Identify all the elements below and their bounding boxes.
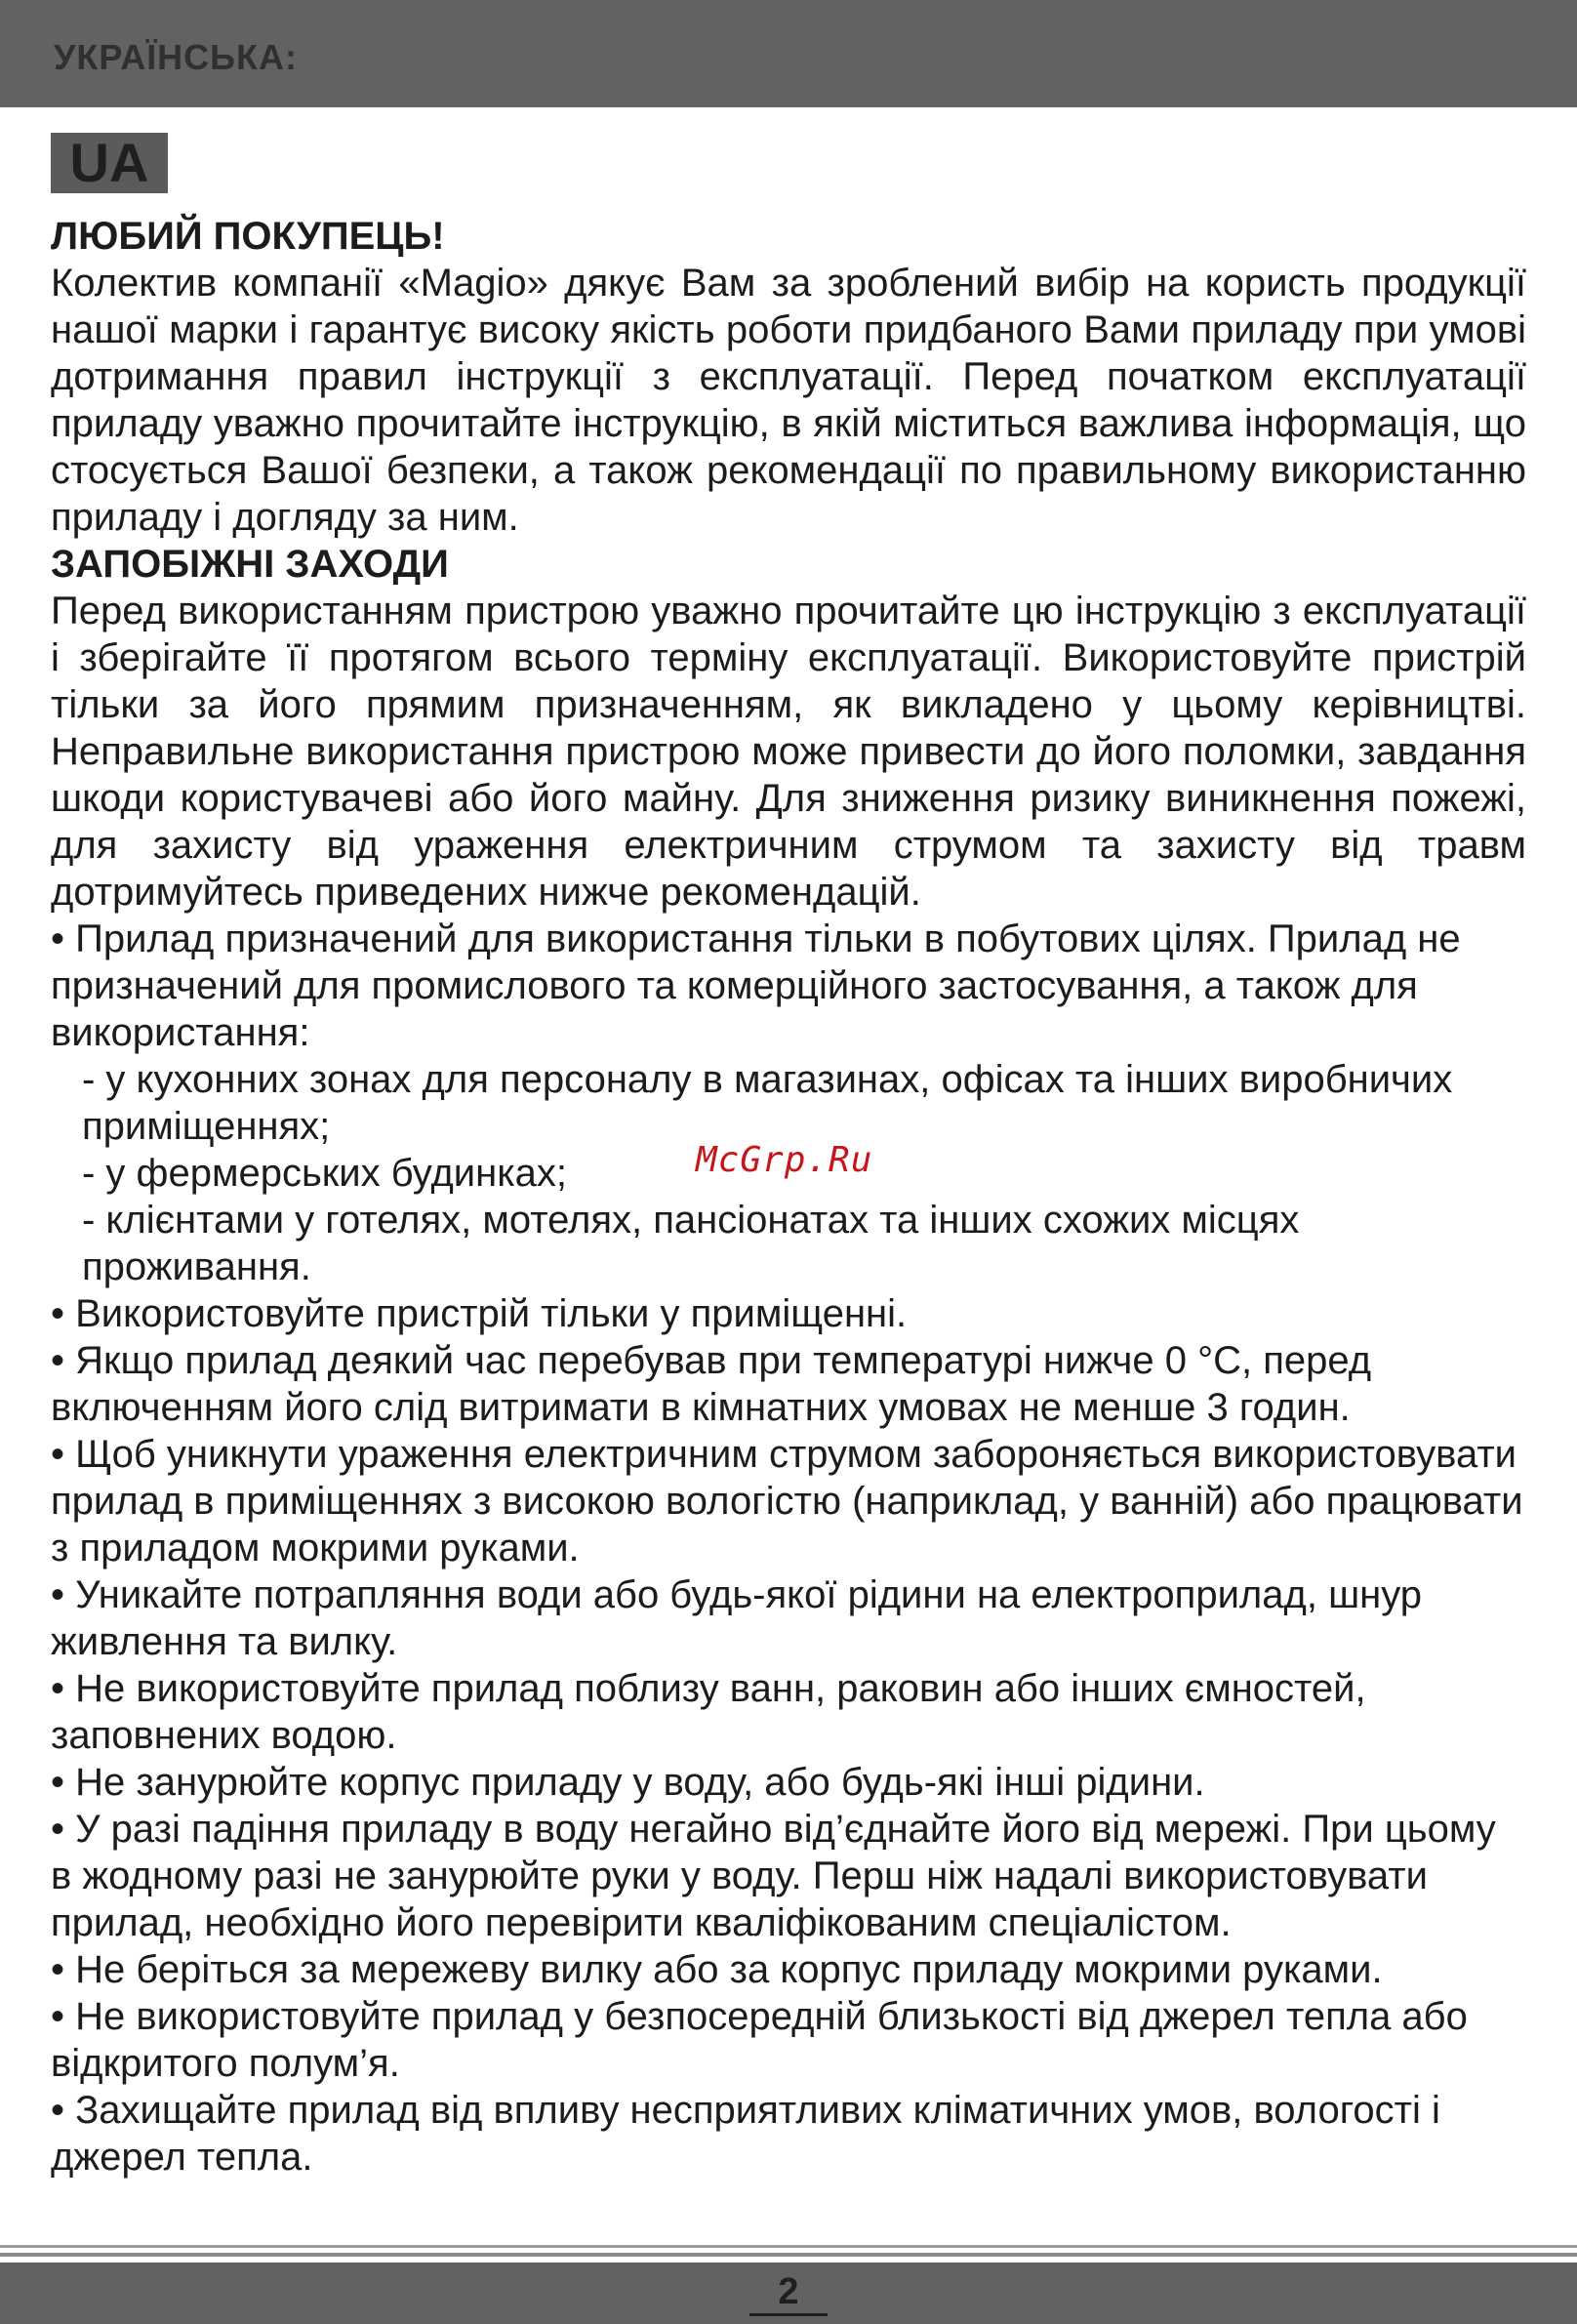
footer-divider [0, 2253, 1577, 2257]
watermark: McGrp.Ru [696, 1140, 873, 1180]
header-bar [0, 0, 1577, 107]
bullet-item: • Використовуйте пристрій тільки у приміщенні. [51, 1292, 908, 1335]
bullet-item: • Прилад призначений для використання тільки в побутових цілях. Прилад не призначений для промислового та комерційного застосування, а також для використання: [51, 917, 1461, 1054]
bullet-item: • Уникайте потрапляння води або будь-якої рідини на електроприлад, шнур живлення та вилку. [51, 1573, 1423, 1663]
bullet-item: • Не занурюйте корпус приладу у воду, або будь-які інші рідини. [51, 1761, 1205, 1804]
bullet-item: • Не використовуйте прилад у безпосередній близькості від джерел тепла або відкритого полум’я. [51, 1995, 1468, 2085]
bullet-item: • Не беріться за мережеву вилку або за корпус приладу мокрими руками. [51, 1948, 1383, 1991]
page-number: 2 [749, 2270, 828, 2316]
language-title: УКРАЇНСЬКА: [54, 37, 298, 77]
greeting-heading: ЛЮБИЙ ПОКУПЕЦЬ! [51, 215, 445, 258]
safety-intro-paragraph: Перед використанням пристрою уважно прочитайте цю інструкцію з експлуатації і зберігайте її протягом всього терміну експлуатації. Використовуйте пристрій тільки за його прямим призначенням, як викладено у цьому керівництві. Неправильне використання пристрою може привести до його поломки, завдання шкоди користувачеві або його майну. Для зниження ризику виникнення пожежі, для захисту від ураження електричним струмом та захисту від травм дотримуйтесь приведених нижче рекомендацій. [51, 590, 1526, 914]
sub-item: - у кухонних зонах для персоналу в магазинах, офісах та інших виробничих приміщеннях; [82, 1058, 1453, 1148]
document-body [51, 213, 1526, 2181]
bullet-item: • Захищайте прилад від впливу несприятливих кліматичних умов, вологості і джерел тепла. [51, 2089, 1440, 2179]
bullet-item: • Не використовуйте прилад поблизу ванн, раковин або інших ємностей, заповнених водою. [51, 1667, 1366, 1757]
safety-heading: ЗАПОБІЖНІ ЗАХОДИ [51, 543, 449, 586]
sub-item: - клієнтами у готелях, мотелях, пансіонатах та інших схожих місцях проживання. [82, 1199, 1300, 1288]
bullet-item: • У разі падіння приладу в воду негайно від’єднайте його від мережі. При цьому в жодному разі не занурюйте руки у воду. Перш ніж надалі використовувати прилад, необхідно його перевірити кваліфікованим спеціалістом. [51, 1808, 1496, 1944]
sub-item: - у фермерських будинках; [82, 1152, 567, 1195]
greeting-paragraph: Колектив компанії «Magio» дякує Вам за зроблений вибір на користь продукції нашої марки і гарантує високу якість роботи придбаного Вами приладу при умові дотримання правил інструкції з експлуатації. Перед початком експлуатації приладу уважно прочитайте інструкцію, в якій міститься важлива інформація, що стосується Вашої безпеки, а також рекомендації по правильному використанню приладу і догляду за ним. [51, 262, 1526, 539]
bullet-item: • Якщо прилад деякий час перебував при температурі нижче 0 °С, перед включенням його слід витримати в кімнатних умовах не менше 3 годин. [51, 1339, 1372, 1429]
language-badge: UA [51, 133, 168, 193]
bullet-item: • Щоб уникнути ураження електричним струмом забороняється використовувати прилад в приміщеннях з високою вологістю (наприклад, у ванній) або працювати з приладом мокрими руками. [51, 1433, 1523, 1570]
footer-divider [0, 2245, 1577, 2248]
